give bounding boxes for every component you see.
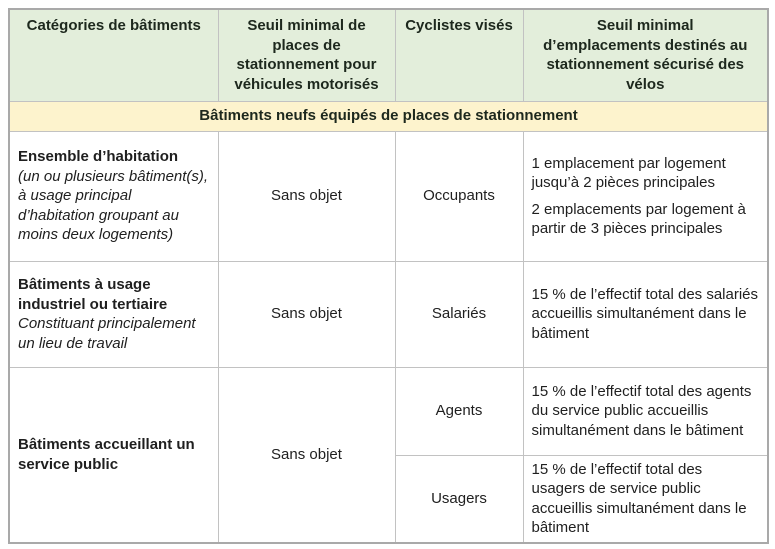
cell-cyclists: Occupants xyxy=(395,131,523,261)
bike-threshold-paragraph-2: 2 emplacements par logement à partir de 3 pièces principales xyxy=(531,200,746,237)
header-label-building-categories: Catégories de bâtiments xyxy=(26,17,201,34)
cell-category-housing xyxy=(9,131,218,261)
cell-motorized-threshold: Sans objet xyxy=(218,131,395,261)
header-label-bike-threshold: Seuil minimal d’emplacements destinés au stationnement sécurisé des vélos xyxy=(543,17,748,93)
category-name: Bâtiments à usage industriel ou tertiaire xyxy=(18,276,168,313)
cell-category-industrial xyxy=(9,261,218,367)
header-label-motorized-threshold: Seuil minimal de places de stationnement pour véhicules motorisés xyxy=(234,17,379,93)
section-title: Bâtiments neufs équipés de places de stationnement xyxy=(9,101,768,131)
cell-motorized-threshold: Sans objet xyxy=(218,367,395,543)
header-cell-motorized-threshold xyxy=(218,9,395,101)
cell-bike-threshold: 15 % de l’effectif total des salariés accueillis simultanément dans le bâtiment xyxy=(523,261,768,367)
cell-cyclists: Salariés xyxy=(395,261,523,367)
cell-bike-threshold: 15 % de l’effectif total des agents du service public accueillis simultanément dans le bâtiment xyxy=(523,367,768,455)
cell-cyclists: Usagers xyxy=(395,455,523,543)
header-cell-targeted-cyclists xyxy=(395,9,523,101)
table-row-public-service-agents xyxy=(9,367,768,455)
cell-motorized-threshold: Sans objet xyxy=(218,261,395,367)
category-name: Bâtiments accueillant un service public xyxy=(18,436,195,473)
section-row xyxy=(9,101,768,131)
header-row xyxy=(9,9,768,101)
header-label-targeted-cyclists: Cyclistes visés xyxy=(405,17,513,34)
cell-category-public-service xyxy=(9,367,218,543)
bike-threshold-paragraph-1: 1 emplacement par logement jusqu’à 2 pièces principales xyxy=(531,154,726,191)
header-cell-building-categories xyxy=(9,9,218,101)
cell-bike-threshold: 15 % de l’effectif total des usagers de service public accueillis simultanément dans le bâtiment xyxy=(523,455,768,543)
category-description: Constituant principalement un lieu de travail xyxy=(18,315,196,352)
table-row-industrial xyxy=(9,261,768,367)
table-row-housing xyxy=(9,131,768,261)
header-cell-bike-threshold xyxy=(523,9,768,101)
category-name: Ensemble d’habitation xyxy=(18,148,179,166)
category-description: (un ou plusieurs bâtiment(s), à usage principal d’habitation groupant au moins deux logements) xyxy=(18,167,209,244)
cell-cyclists: Agents xyxy=(395,367,523,455)
cell-bike-threshold xyxy=(523,131,768,261)
bike-parking-requirements-table xyxy=(8,8,769,544)
